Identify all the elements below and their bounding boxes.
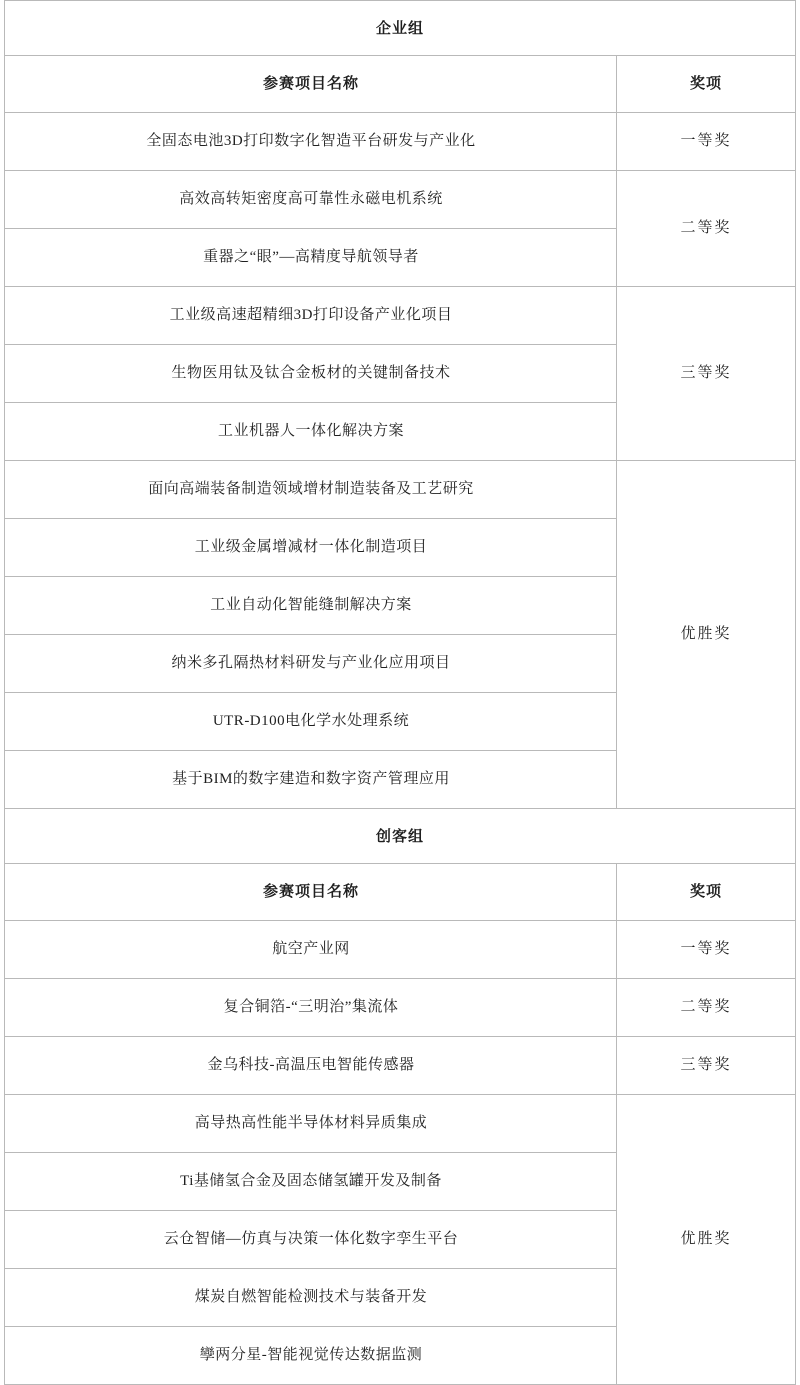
project-name-cell: 金乌科技-高温压电智能传感器 [5, 1037, 617, 1095]
project-name-cell: 生物医用钛及钛合金板材的关键制备技术 [5, 345, 617, 403]
project-name-cell: 基于BIM的数字建造和数字资产管理应用 [5, 751, 617, 809]
table-row [5, 979, 795, 1037]
project-name-cell: 工业级高速超精细3D打印设备产业化项目 [5, 287, 617, 345]
table-row [5, 461, 795, 519]
project-name-cell: 高效高转矩密度高可靠性永磁电机系统 [5, 171, 617, 229]
table-row [5, 171, 795, 229]
award-cell: 一等奖 [617, 921, 795, 979]
column-header-award: 奖项 [617, 864, 795, 921]
project-name-cell: 重器之“眼”—高精度导航领导者 [5, 229, 617, 287]
award-table [4, 0, 795, 1385]
project-name-cell: 纳米多孔隔热材料研发与产业化应用项目 [5, 635, 617, 693]
project-name-cell: 航空产业网 [5, 921, 617, 979]
column-header-project: 参赛项目名称 [5, 56, 617, 113]
award-cell: 一等奖 [617, 113, 795, 171]
group-title: 创客组 [5, 809, 795, 864]
award-cell: 优胜奖 [617, 1095, 795, 1385]
project-name-cell: Ti基储氢合金及固态储氢罐开发及制备 [5, 1153, 617, 1211]
column-header-row [5, 864, 795, 921]
award-cell: 三等奖 [617, 287, 795, 461]
project-name-cell: 面向高端装备制造领域增材制造装备及工艺研究 [5, 461, 617, 519]
award-cell: 优胜奖 [617, 461, 795, 809]
table-row [5, 921, 795, 979]
project-name-cell: 高导热高性能半导体材料异质集成 [5, 1095, 617, 1153]
group-header-row [5, 1, 795, 56]
project-name-cell: 煤炭自燃智能检测技术与装备开发 [5, 1269, 617, 1327]
column-header-award: 奖项 [617, 56, 795, 113]
project-name-cell: 孿两分星-智能视觉传达数据监测 [5, 1327, 617, 1385]
award-cell: 二等奖 [617, 979, 795, 1037]
project-name-cell: 工业级金属增减材一体化制造项目 [5, 519, 617, 577]
project-name-cell: 复合铜箔-“三明治”集流体 [5, 979, 617, 1037]
project-name-cell: 工业机器人一体化解决方案 [5, 403, 617, 461]
group-title: 企业组 [5, 1, 795, 56]
project-name-cell: 全固态电池3D打印数字化智造平台研发与产业化 [5, 113, 617, 171]
project-name-cell: 工业自动化智能缝制解决方案 [5, 577, 617, 635]
table-row [5, 287, 795, 345]
column-header-row [5, 56, 795, 113]
award-table-body [5, 1, 795, 1385]
table-row [5, 1095, 795, 1153]
award-cell: 三等奖 [617, 1037, 795, 1095]
group-header-row [5, 809, 795, 864]
table-row [5, 113, 795, 171]
project-name-cell: 云仓智储—仿真与决策一体化数字孪生平台 [5, 1211, 617, 1269]
award-cell: 二等奖 [617, 171, 795, 287]
project-name-cell: UTR-D100电化学水处理系统 [5, 693, 617, 751]
column-header-project: 参赛项目名称 [5, 864, 617, 921]
table-row [5, 1037, 795, 1095]
